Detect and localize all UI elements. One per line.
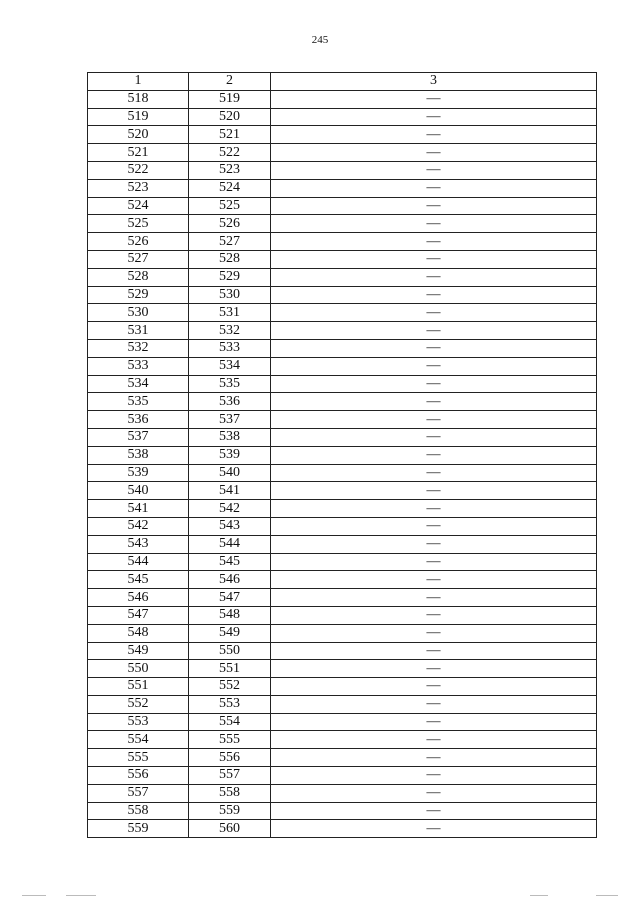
table-cell-col-2: 542 — [189, 500, 271, 518]
table-cell-col-2: 550 — [189, 642, 271, 660]
table-cell-col-1: 519 — [88, 108, 189, 126]
table-cell-col-1: 522 — [88, 161, 189, 179]
table-cell-col-2: 560 — [189, 820, 271, 838]
table-row — [88, 553, 597, 571]
table-cell-col-1: 551 — [88, 678, 189, 696]
table-cell-col-3: — — [271, 749, 597, 767]
table-cell-col-3: — — [271, 357, 597, 375]
table-row — [88, 695, 597, 713]
table-cell-col-1: 558 — [88, 802, 189, 820]
table-cell-col-1: 550 — [88, 660, 189, 678]
table-cell-col-3: — — [271, 642, 597, 660]
table-row — [88, 339, 597, 357]
table-cell-col-3: — — [271, 713, 597, 731]
table-row — [88, 642, 597, 660]
table-cell-col-2: 539 — [189, 446, 271, 464]
table-cell-col-1: 537 — [88, 428, 189, 446]
table-cell-col-1: 557 — [88, 784, 189, 802]
table-cell-col-3: — — [271, 802, 597, 820]
table-cell-col-2: 543 — [189, 517, 271, 535]
table-cell-col-2: 520 — [189, 108, 271, 126]
table-cell-col-2: 552 — [189, 678, 271, 696]
table-cell-col-2: 554 — [189, 713, 271, 731]
table-cell-col-3: — — [271, 215, 597, 233]
table-cell-col-1: 533 — [88, 357, 189, 375]
table-cell-col-2: 522 — [189, 144, 271, 162]
table-cell-col-1: 548 — [88, 624, 189, 642]
table-cell-col-3: — — [271, 304, 597, 322]
table-cell-col-3: — — [271, 784, 597, 802]
table-cell-col-2: 559 — [189, 802, 271, 820]
table-cell-col-2: 546 — [189, 571, 271, 589]
table-cell-col-2: 521 — [189, 126, 271, 144]
table-cell-col-2: 545 — [189, 553, 271, 571]
table-row — [88, 179, 597, 197]
table-cell-col-1: 527 — [88, 250, 189, 268]
table-cell-col-2: 524 — [189, 179, 271, 197]
table-row — [88, 268, 597, 286]
table-row — [88, 144, 597, 162]
table-cell-col-3: — — [271, 411, 597, 429]
table-row — [88, 215, 597, 233]
table-cell-col-3: — — [271, 322, 597, 340]
table-cell-col-2: 529 — [189, 268, 271, 286]
data-table — [87, 72, 597, 838]
table-cell-col-3: — — [271, 179, 597, 197]
table-cell-col-2: 519 — [189, 90, 271, 108]
table-cell-col-3: — — [271, 500, 597, 518]
table-cell-col-2: 526 — [189, 215, 271, 233]
table-cell-col-2: 538 — [189, 428, 271, 446]
table-cell-col-1: 518 — [88, 90, 189, 108]
table-cell-col-2: 534 — [189, 357, 271, 375]
table-cell-col-2: 530 — [189, 286, 271, 304]
table-cell-col-1: 559 — [88, 820, 189, 838]
table-cell-col-1: 530 — [88, 304, 189, 322]
table-cell-col-3: — — [271, 553, 597, 571]
table-cell-col-3: — — [271, 126, 597, 144]
table-cell-col-1: 521 — [88, 144, 189, 162]
table-cell-col-3: — — [271, 517, 597, 535]
table-row — [88, 357, 597, 375]
table-cell-col-3: — — [271, 197, 597, 215]
table-cell-col-1: 552 — [88, 695, 189, 713]
table-row — [88, 250, 597, 268]
table-cell-col-2: 555 — [189, 731, 271, 749]
table-cell-col-2: 537 — [189, 411, 271, 429]
table-cell-col-1: 529 — [88, 286, 189, 304]
table-cell-col-3: — — [271, 589, 597, 607]
table-cell-col-3: — — [271, 339, 597, 357]
table-row — [88, 161, 597, 179]
footer-scan-marks — [0, 895, 640, 899]
table-cell-col-3: — — [271, 90, 597, 108]
table-cell-col-3: — — [271, 606, 597, 624]
table-cell-col-2: 556 — [189, 749, 271, 767]
table-cell-col-2: 557 — [189, 767, 271, 785]
table-cell-col-3: — — [271, 446, 597, 464]
column-header-3: 3 — [271, 73, 597, 91]
table-cell-col-1: 536 — [88, 411, 189, 429]
table-row — [88, 535, 597, 553]
table-cell-col-1: 524 — [88, 197, 189, 215]
table-row — [88, 678, 597, 696]
table-cell-col-1: 547 — [88, 606, 189, 624]
table-cell-col-1: 528 — [88, 268, 189, 286]
table-cell-col-1: 538 — [88, 446, 189, 464]
table-row — [88, 660, 597, 678]
table-row — [88, 304, 597, 322]
table-cell-col-1: 554 — [88, 731, 189, 749]
table-row — [88, 393, 597, 411]
table-cell-col-3: — — [271, 660, 597, 678]
table-row — [88, 482, 597, 500]
table-cell-col-2: 551 — [189, 660, 271, 678]
table-row — [88, 517, 597, 535]
table-cell-col-3: — — [271, 144, 597, 162]
table-cell-col-3: — — [271, 161, 597, 179]
table-row — [88, 464, 597, 482]
table-cell-col-2: 528 — [189, 250, 271, 268]
page-number: 245 — [311, 34, 329, 46]
table-cell-col-2: 541 — [189, 482, 271, 500]
table-cell-col-1: 539 — [88, 464, 189, 482]
table-row — [88, 784, 597, 802]
table-cell-col-1: 532 — [88, 339, 189, 357]
table-cell-col-2: 533 — [189, 339, 271, 357]
table-header — [88, 73, 597, 91]
table-cell-col-3: — — [271, 571, 597, 589]
table-cell-col-3: — — [271, 250, 597, 268]
table-cell-col-2: 531 — [189, 304, 271, 322]
table-cell-col-1: 555 — [88, 749, 189, 767]
table-cell-col-1: 526 — [88, 233, 189, 251]
table-row — [88, 606, 597, 624]
table-cell-col-3: — — [271, 268, 597, 286]
table-cell-col-1: 544 — [88, 553, 189, 571]
column-header-2: 2 — [189, 73, 271, 91]
table-row — [88, 322, 597, 340]
table-row — [88, 589, 597, 607]
table-cell-col-3: — — [271, 482, 597, 500]
table-row — [88, 571, 597, 589]
table-cell-col-2: 549 — [189, 624, 271, 642]
table-cell-col-2: 536 — [189, 393, 271, 411]
table-cell-col-3: — — [271, 678, 597, 696]
table-cell-col-3: — — [271, 108, 597, 126]
table-cell-col-1: 523 — [88, 179, 189, 197]
table-cell-col-1: 543 — [88, 535, 189, 553]
table-cell-col-2: 558 — [189, 784, 271, 802]
table-cell-col-2: 548 — [189, 606, 271, 624]
table-cell-col-1: 553 — [88, 713, 189, 731]
table-cell-col-3: — — [271, 286, 597, 304]
table-cell-col-2: 527 — [189, 233, 271, 251]
table-cell-col-1: 531 — [88, 322, 189, 340]
table-cell-col-3: — — [271, 428, 597, 446]
table-cell-col-3: — — [271, 464, 597, 482]
table-row — [88, 767, 597, 785]
table-row — [88, 126, 597, 144]
table-row — [88, 624, 597, 642]
table-cell-col-2: 535 — [189, 375, 271, 393]
table-row — [88, 820, 597, 838]
table-row — [88, 749, 597, 767]
table-cell-col-3: — — [271, 233, 597, 251]
table-cell-col-3: — — [271, 535, 597, 553]
table-row — [88, 500, 597, 518]
table-cell-col-2: 532 — [189, 322, 271, 340]
table-cell-col-1: 556 — [88, 767, 189, 785]
table-cell-col-2: 525 — [189, 197, 271, 215]
table-cell-col-2: 523 — [189, 161, 271, 179]
table-row — [88, 286, 597, 304]
table-cell-col-1: 534 — [88, 375, 189, 393]
table-row — [88, 90, 597, 108]
table-cell-col-2: 540 — [189, 464, 271, 482]
table-cell-col-1: 549 — [88, 642, 189, 660]
table-cell-col-1: 542 — [88, 517, 189, 535]
table-cell-col-1: 546 — [88, 589, 189, 607]
header-row — [88, 73, 597, 91]
table-cell-col-3: — — [271, 375, 597, 393]
table-cell-col-3: — — [271, 767, 597, 785]
table-cell-col-2: 553 — [189, 695, 271, 713]
table-row — [88, 446, 597, 464]
table-row — [88, 375, 597, 393]
table-row — [88, 802, 597, 820]
table-row — [88, 411, 597, 429]
table-row — [88, 233, 597, 251]
table-row — [88, 731, 597, 749]
table-cell-col-3: — — [271, 695, 597, 713]
column-header-1: 1 — [88, 73, 189, 91]
table-row — [88, 428, 597, 446]
table-body — [88, 90, 597, 837]
table-cell-col-2: 547 — [189, 589, 271, 607]
table-cell-col-1: 535 — [88, 393, 189, 411]
table-cell-col-1: 520 — [88, 126, 189, 144]
table-cell-col-3: — — [271, 820, 597, 838]
table-cell-col-2: 544 — [189, 535, 271, 553]
table-row — [88, 713, 597, 731]
table-row — [88, 197, 597, 215]
table-cell-col-1: 545 — [88, 571, 189, 589]
table-row — [88, 108, 597, 126]
table-cell-col-1: 540 — [88, 482, 189, 500]
table-cell-col-3: — — [271, 624, 597, 642]
table-cell-col-3: — — [271, 393, 597, 411]
table-cell-col-3: — — [271, 731, 597, 749]
table-cell-col-1: 525 — [88, 215, 189, 233]
table-cell-col-1: 541 — [88, 500, 189, 518]
